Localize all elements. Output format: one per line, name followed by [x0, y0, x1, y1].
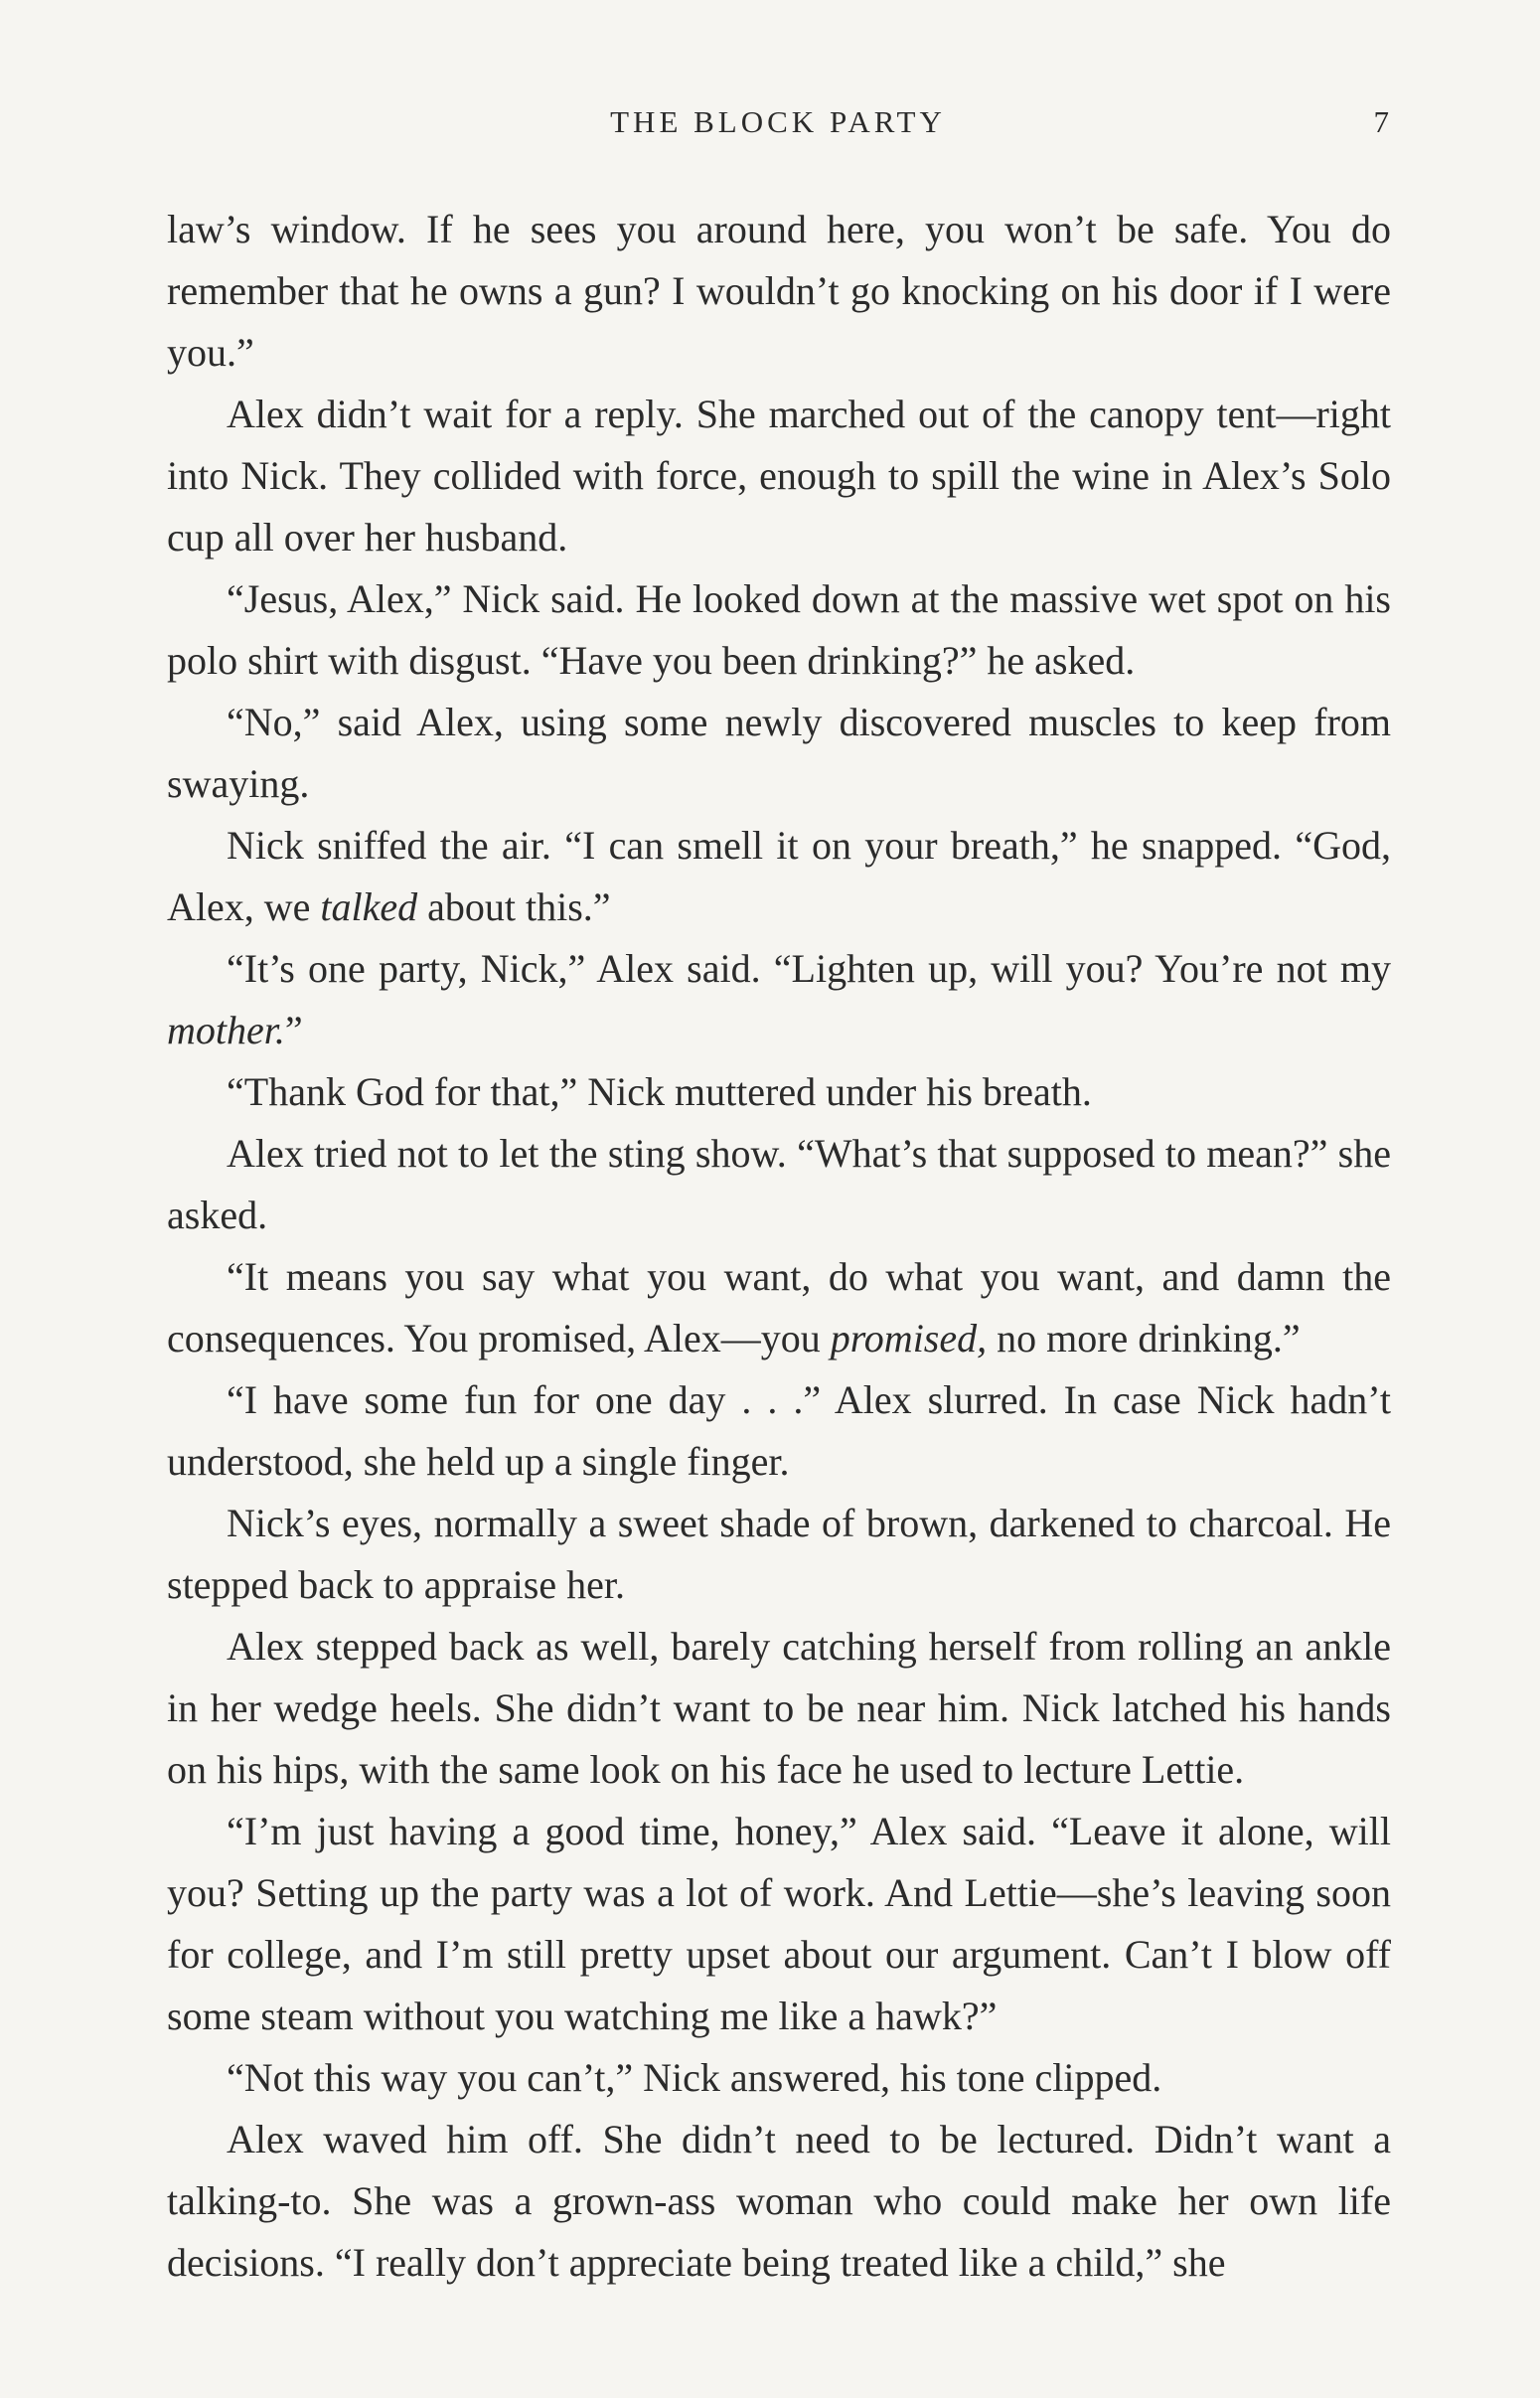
italic-text: promised, [830, 1316, 988, 1360]
text-run: “No,” said Alex, using some newly discovered muscles to keep from swaying. [167, 700, 1391, 806]
italic-text: mother. [167, 1008, 285, 1052]
text-run: “I have some fun for one day . . .” Alex slurred. In case Nick hadn’t understood, she held up a single finger. [167, 1377, 1391, 1484]
paragraph [167, 938, 1391, 1061]
text-run: ” [284, 1008, 303, 1052]
paragraph [167, 692, 1391, 815]
text-run: “Thank God for that,” Nick muttered under his breath. [227, 1069, 1092, 1114]
text-run: Alex waved him off. She didn’t need to be lectured. Didn’t want a talking-to. She was a grown-ass woman who could make her own life decisions. “I really don’t appreciate being treated like a child,” she [167, 2117, 1391, 2285]
text-run: Nick sniffed the air. “I can smell it on your breath,” he snapped. “God, Alex, we [167, 823, 1391, 929]
text-run: Alex tried not to let the sting show. “What’s that supposed to mean?” she asked. [167, 1131, 1391, 1237]
running-title: THE BLOCK PARTY [610, 104, 946, 139]
paragraph [167, 1616, 1391, 1801]
text-run: “Not this way you can’t,” Nick answered, his tone clipped. [227, 2055, 1162, 2100]
running-head [167, 104, 1389, 150]
text-run: “Jesus, Alex,” Nick said. He looked down at the massive wet spot on his polo shirt with disgust. “Have you been drinking?” he asked. [167, 576, 1391, 683]
page-number: 7 [1373, 104, 1389, 139]
text-run: “It’s one party, Nick,” Alex said. “Lighten up, will you? You’re not my [227, 946, 1391, 991]
text-run: “I’m just having a good time, honey,” Alex said. “Leave it alone, will you? Setting up the party was a lot of work. And Lettie—she’s leaving soon for college, and I’m still pretty upset about our argument. Can’t I blow off some steam without you watching me like a hawk?” [167, 1809, 1391, 2038]
text-run: Alex stepped back as well, barely catching herself from rolling an ankle in her wedge heels. She didn’t want to be near him. Nick latched his hands on his hips, with the same look on his face he used to lecture Lettie. [167, 1624, 1391, 1792]
text-run: Alex didn’t wait for a reply. She marched out of the canopy tent—right into Nick. They collided with force, enough to spill the wine in Alex’s Solo cup all over her husband. [167, 392, 1391, 560]
paragraph [167, 568, 1391, 692]
paragraph [167, 384, 1391, 568]
paragraph [167, 1123, 1391, 1246]
paragraph [167, 1061, 1391, 1123]
italic-text: talked [320, 884, 418, 929]
text-run: about this.” [417, 884, 611, 929]
paragraph [167, 1493, 1391, 1616]
paragraph [167, 1246, 1391, 1369]
text-run: no more drinking.” [987, 1316, 1301, 1360]
paragraph [167, 815, 1391, 938]
text-run: Nick’s eyes, normally a sweet shade of brown, darkened to charcoal. He stepped back to appraise her. [167, 1501, 1391, 1607]
text-run: “It means you say what you want, do what you want, and damn the consequences. You promised, Alex—you [167, 1254, 1391, 1360]
body-text [167, 199, 1391, 2294]
paragraph [167, 199, 1391, 384]
paragraph [167, 1369, 1391, 1493]
paragraph [167, 2047, 1391, 2109]
text-run: law’s window. If he sees you around here, you won’t be safe. You do remember that he owns a gun? I wouldn’t go knocking on his door if I were you.” [167, 207, 1391, 375]
paragraph [167, 2109, 1391, 2294]
paragraph [167, 1801, 1391, 2047]
